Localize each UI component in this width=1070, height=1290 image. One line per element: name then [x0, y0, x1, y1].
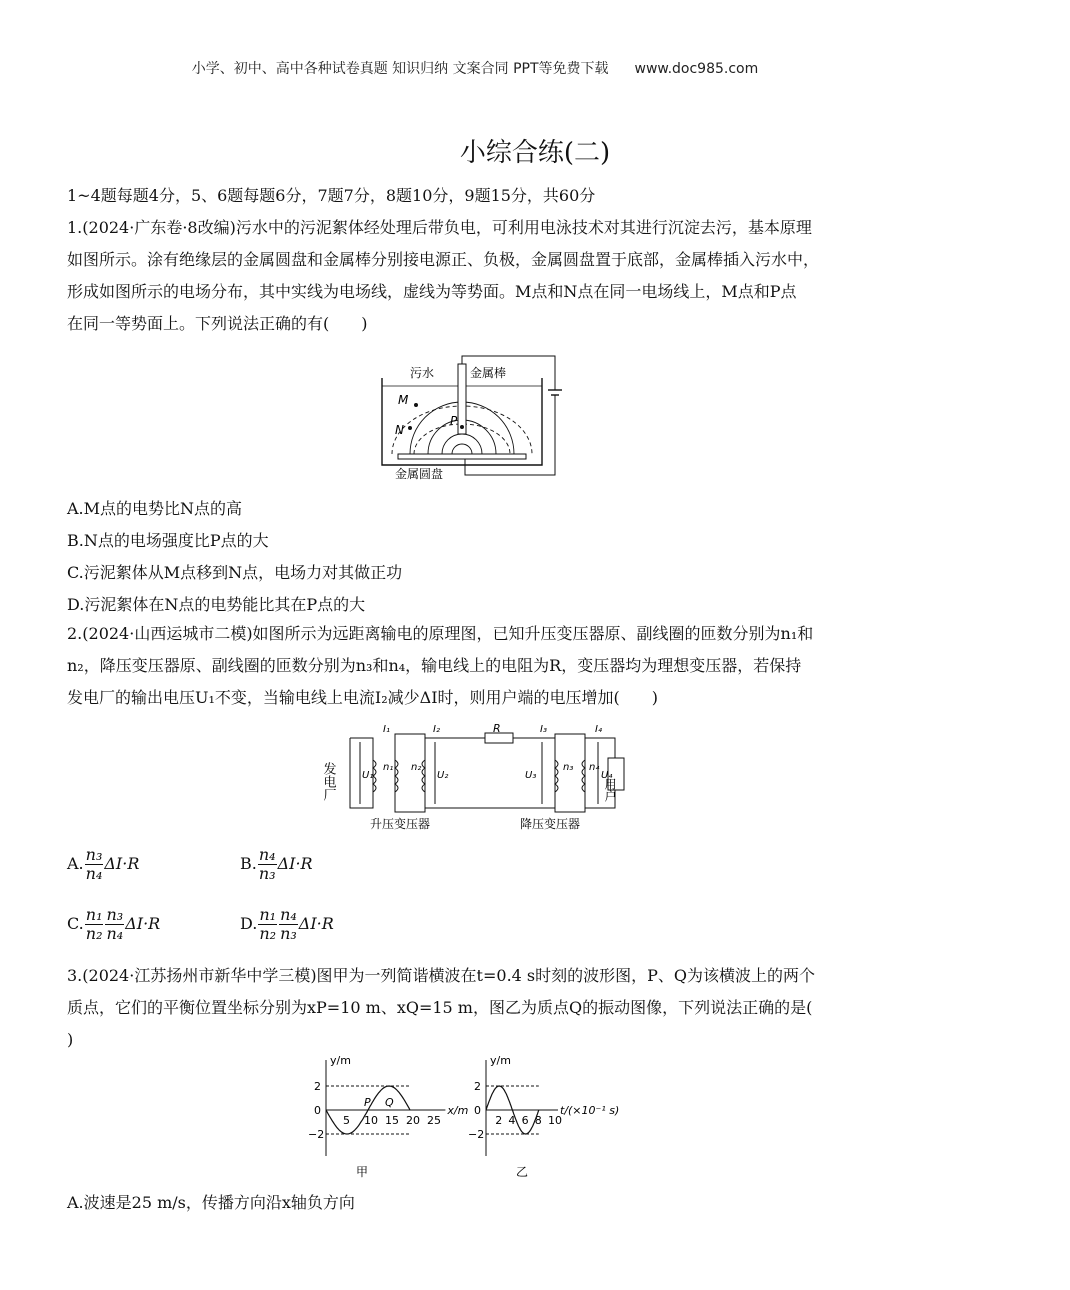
- n1-label: n₁: [383, 762, 394, 773]
- chart-title: 甲: [356, 1165, 369, 1179]
- x-axis-label: t/(×10⁻¹ s): [560, 1104, 620, 1117]
- q1-figure: [370, 350, 590, 485]
- x-tick: 15: [385, 1114, 399, 1127]
- step-down-label: 降压变压器: [520, 817, 581, 831]
- chart-title: 乙: [516, 1165, 529, 1179]
- q3-option-a: A.波速是25 m/s，传播方向沿x轴负方向: [67, 1193, 355, 1212]
- page-title: 小综合练(二): [459, 138, 611, 168]
- plant-label: 发电厂: [320, 762, 336, 801]
- q2-option-b: B. $\frac{\text{n₄}}{\text{n₃}}$ ΔI·R: [240, 845, 313, 883]
- x-axis-label: x/m: [447, 1104, 469, 1117]
- q2-line-2: n₂，降压变压器原、副线圈的匝数分别为n₃和n₄，输电线上的电阻为R，变压器均为理想变压器，若保持: [67, 656, 802, 675]
- q2-option-a: A. $\frac{\text{n₃}}{\text{n₄}}$ ΔI·R: [67, 845, 140, 883]
- I3-label: I₃: [540, 724, 547, 735]
- q1-line-1: 1.(2024·广东卷·8改编)污水中的污泥絮体经处理后带负电，可利用电泳技术对其进行沉淀去污，基本原理: [67, 218, 812, 237]
- q2-option-d: D. $\frac{\text{n₁}}{\text{n₂}}$ $\frac{\text{n₄}}{\text{n₃}}$ ΔI·R: [240, 905, 334, 943]
- x-tick: 4: [508, 1114, 516, 1127]
- y-tick: −2: [468, 1128, 485, 1141]
- x-tick: 5: [343, 1114, 350, 1127]
- x-tick: 6: [521, 1114, 529, 1127]
- q1-option-a: A.M点的电势比N点的高: [67, 499, 243, 518]
- q3-chart-jia: [300, 1052, 469, 1182]
- I2-label: I₂: [433, 724, 440, 735]
- q1-option-d: D.污泥絮体在N点的电势能比其在P点的大: [67, 595, 366, 614]
- n3-label: n₃: [563, 762, 574, 773]
- q1-line-3: 形成如图所示的电场分布，其中实线为电场线，虚线为等势面。M点和N点在同一电场线上，M点和P点: [67, 282, 797, 301]
- x-tick: 20: [406, 1114, 420, 1127]
- header-site: www.doc985.com: [634, 61, 759, 77]
- page-header: [0, 58, 950, 78]
- q3-line-1: 3.(2024·江苏扬州市新华中学三模)图甲为一列简谐横波在t=0.4 s时刻的波形图，P、Q为该横波上的两个: [67, 966, 816, 985]
- label-water: 污水: [410, 366, 435, 380]
- y-tick: 0: [314, 1104, 321, 1117]
- x-tick: 2: [495, 1114, 503, 1127]
- x-tick: 10: [364, 1114, 378, 1127]
- label-rod: 金属棒: [470, 366, 507, 380]
- q2-circuit-figure: [320, 720, 635, 835]
- q1-option-b: B.N点的电场强度比P点的大: [67, 531, 269, 550]
- q2-line-3: 发电厂的输出电压U₁不变，当输电线上电流I₂减少ΔI时，则用户端的电压增加( ): [67, 688, 658, 707]
- step-up-label: 升压变压器: [370, 817, 431, 831]
- U2-label: U₂: [437, 770, 449, 781]
- q1-line-4: 在同一等势面上。下列说法正确的有( ): [67, 314, 368, 333]
- y-tick: −2: [308, 1128, 325, 1141]
- I1-label: I₁: [383, 724, 390, 735]
- n2-label: n₂: [411, 762, 422, 773]
- U1-label: U₁: [362, 770, 374, 781]
- x-tick: 8: [534, 1114, 542, 1127]
- n4-label: n₄: [589, 762, 600, 773]
- y-tick: 2: [314, 1080, 321, 1093]
- q1-line-2: 如图所示。涂有绝缘层的金属圆盘和金属棒分别接电源正、负极，金属圆盘置于底部，金属棒插入污水中，: [67, 250, 820, 269]
- U4-label: U₄: [601, 770, 613, 781]
- y-tick: 0: [474, 1104, 481, 1117]
- x-tick: 10: [548, 1114, 562, 1127]
- user-label: 用户: [603, 778, 617, 802]
- I4-label: I₄: [595, 724, 602, 735]
- label-M: M: [398, 393, 409, 407]
- label-N: N: [395, 423, 404, 437]
- R-label: R: [493, 722, 501, 735]
- U3-label: U₃: [525, 770, 537, 781]
- header-text: 小学、初中、高中各种试卷真题 知识归纳 文案合同 PPT等免费下载: [191, 61, 609, 77]
- q3-line-3: ): [67, 1030, 74, 1049]
- point-P: P: [364, 1096, 371, 1109]
- q3-chart-yi: [460, 1052, 650, 1182]
- q1-option-c: C.污泥絮体从M点移到N点，电场力对其做正功: [67, 563, 403, 582]
- y-axis-label: y/m: [490, 1054, 511, 1067]
- x-tick: 25: [427, 1114, 441, 1127]
- label-disk: 金属圆盘: [395, 467, 444, 481]
- q3-line-2: 质点，它们的平衡位置坐标分别为xP=10 m、xQ=15 m，图乙为质点Q的振动图像，下列说法正确的是(: [67, 998, 813, 1017]
- label-P: P: [450, 414, 458, 428]
- y-axis-label: y/m: [330, 1054, 351, 1067]
- point-Q: Q: [385, 1096, 394, 1109]
- q2-line-1: 2.(2024·山西运城市二模)如图所示为远距离输电的原理图，已知升压变压器原、副线圈的匝数分别为n₁和: [67, 624, 814, 643]
- scoring-note: 1~4题每题4分，5、6题每题6分，7题7分，8题10分，9题15分，共60分: [67, 186, 596, 205]
- q2-option-c: C. $\frac{\text{n₁}}{\text{n₂}}$ $\frac{\text{n₃}}{\text{n₄}}$ ΔI·R: [67, 905, 161, 943]
- y-tick: 2: [474, 1080, 481, 1093]
